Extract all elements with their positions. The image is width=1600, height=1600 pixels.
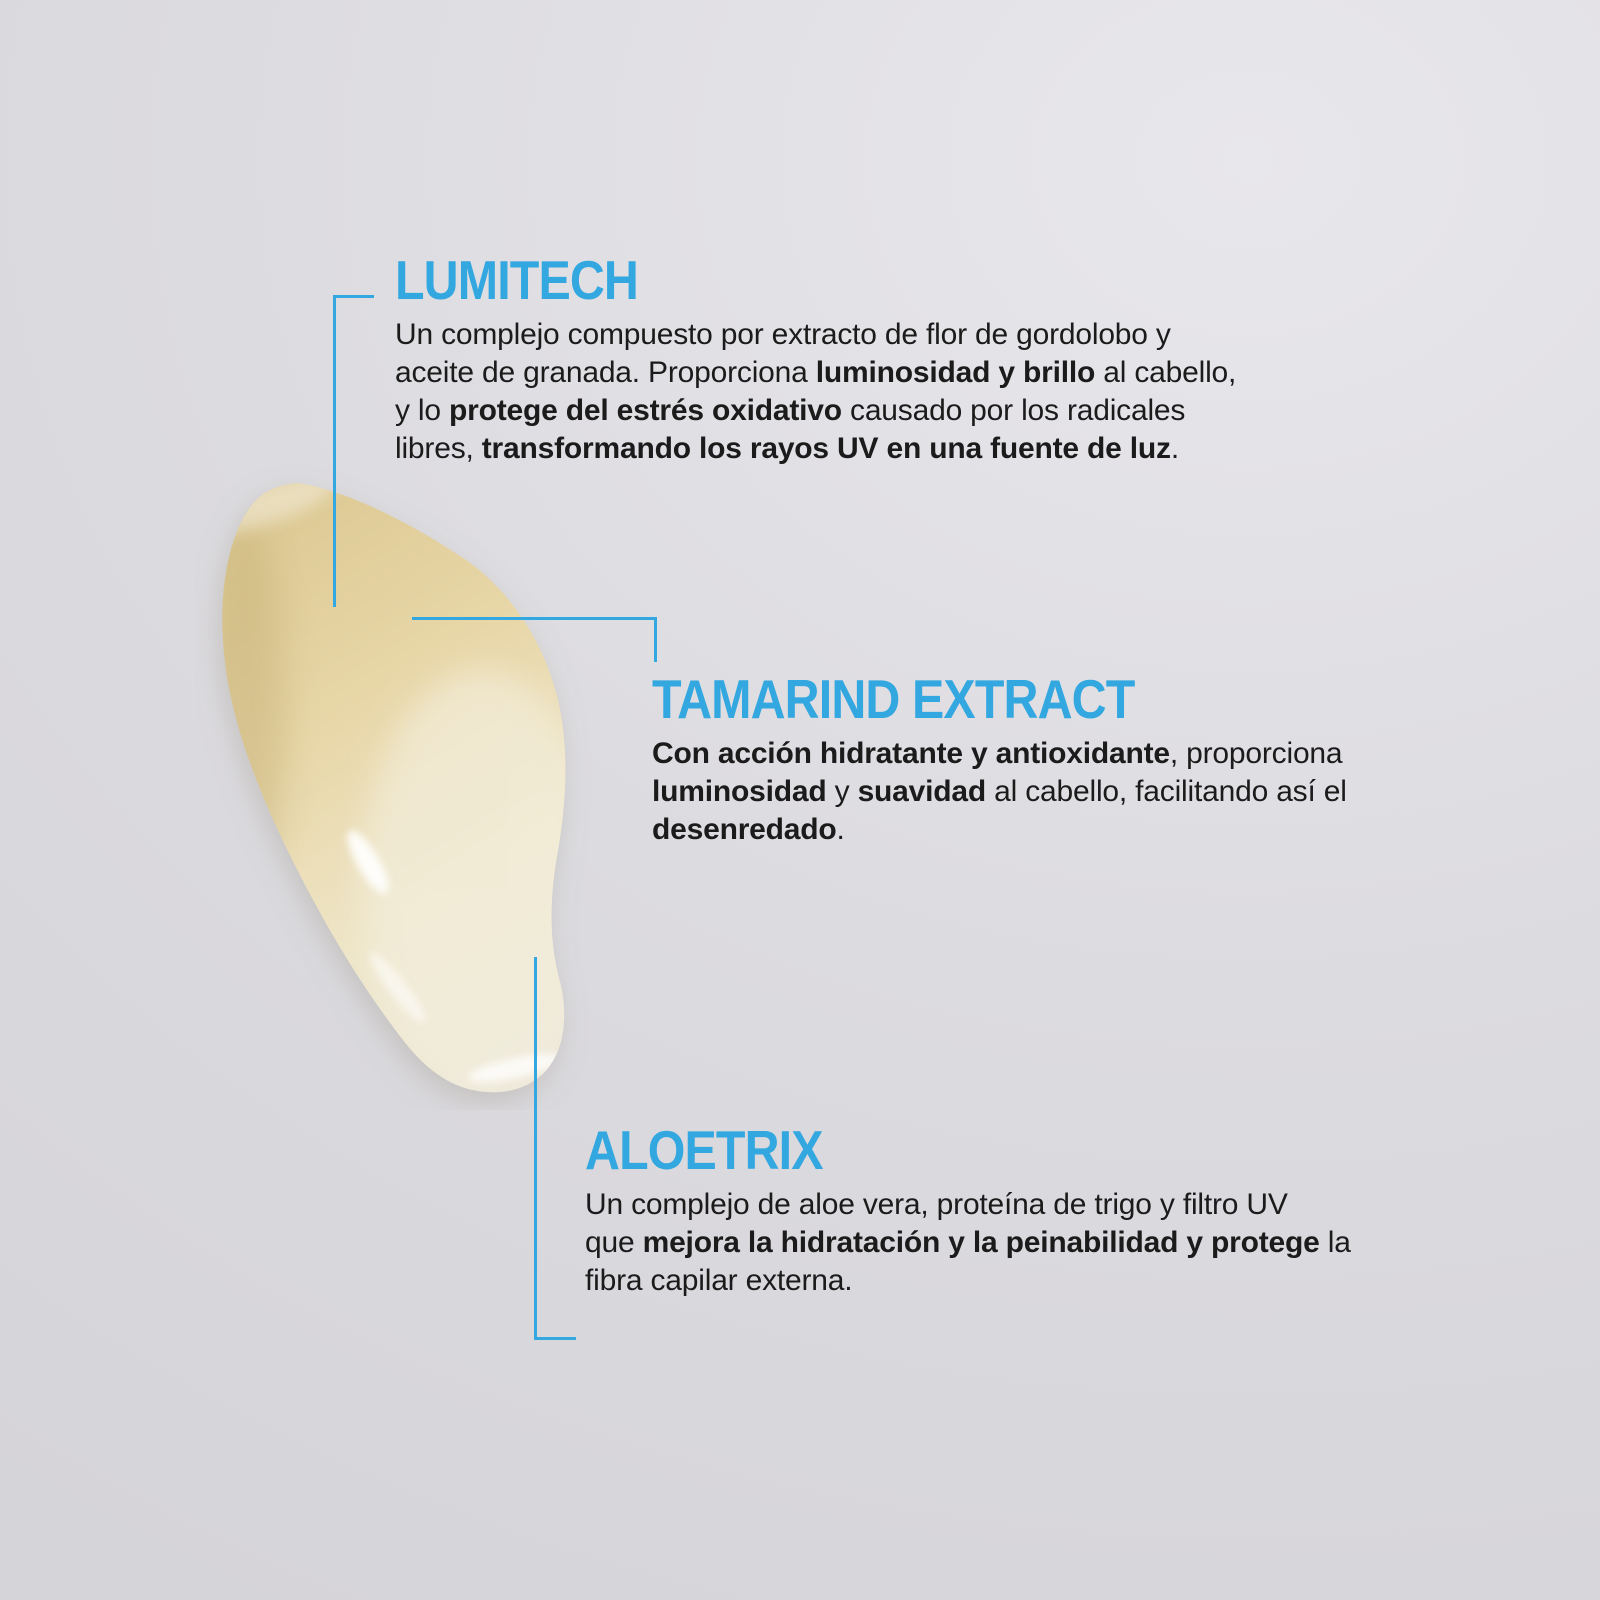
lumitech-connector-horizontal [333,295,374,298]
lumitech-title: LUMITECH [395,249,639,311]
tamarind-extract-description [652,735,1347,849]
swatch-sheen [362,670,595,1100]
swatch-left-rim-shade [202,520,286,900]
text-line: luminosidad y suavidad al cabello, facilitando así el [652,775,1347,808]
text-line: Con acción hidratante y antioxidante, proporciona [652,737,1343,770]
section-tamarind-extract [652,668,1347,849]
text-line: fibra capilar externa. [585,1264,853,1297]
aloetrix-connector-vertical [534,957,537,1340]
text-line: Un complejo de aloe vera, proteína de trigo y filtro UV [585,1188,1288,1221]
text-line: que mejora la hidratación y la peinabilidad y protege la [585,1226,1351,1259]
section-aloetrix [585,1119,1351,1300]
section-lumitech [395,249,1237,468]
text-line: y lo protege del estrés oxidativo causado por los radicales [395,394,1186,427]
text-line: desenredado. [652,813,845,846]
text-line: aceite de granada. Proporciona luminosidad y brillo al cabello, [395,356,1237,389]
aloetrix-description [585,1186,1351,1300]
aloetrix-connector-horizontal [534,1337,576,1340]
text-line: Un complejo compuesto por extracto de flor de gordolobo y [395,318,1171,351]
text-line: libres, transformando los rayos UV en una fuente de luz. [395,432,1179,465]
lumitech-connector-vertical [333,295,336,607]
aloetrix-title: ALOETRIX [585,1119,823,1181]
lumitech-description [395,316,1236,468]
tamarind-extract-title: TAMARIND EXTRACT [652,668,1135,730]
tamarind-connector-horizontal [412,617,657,620]
tamarind-connector-vertical [654,617,657,662]
